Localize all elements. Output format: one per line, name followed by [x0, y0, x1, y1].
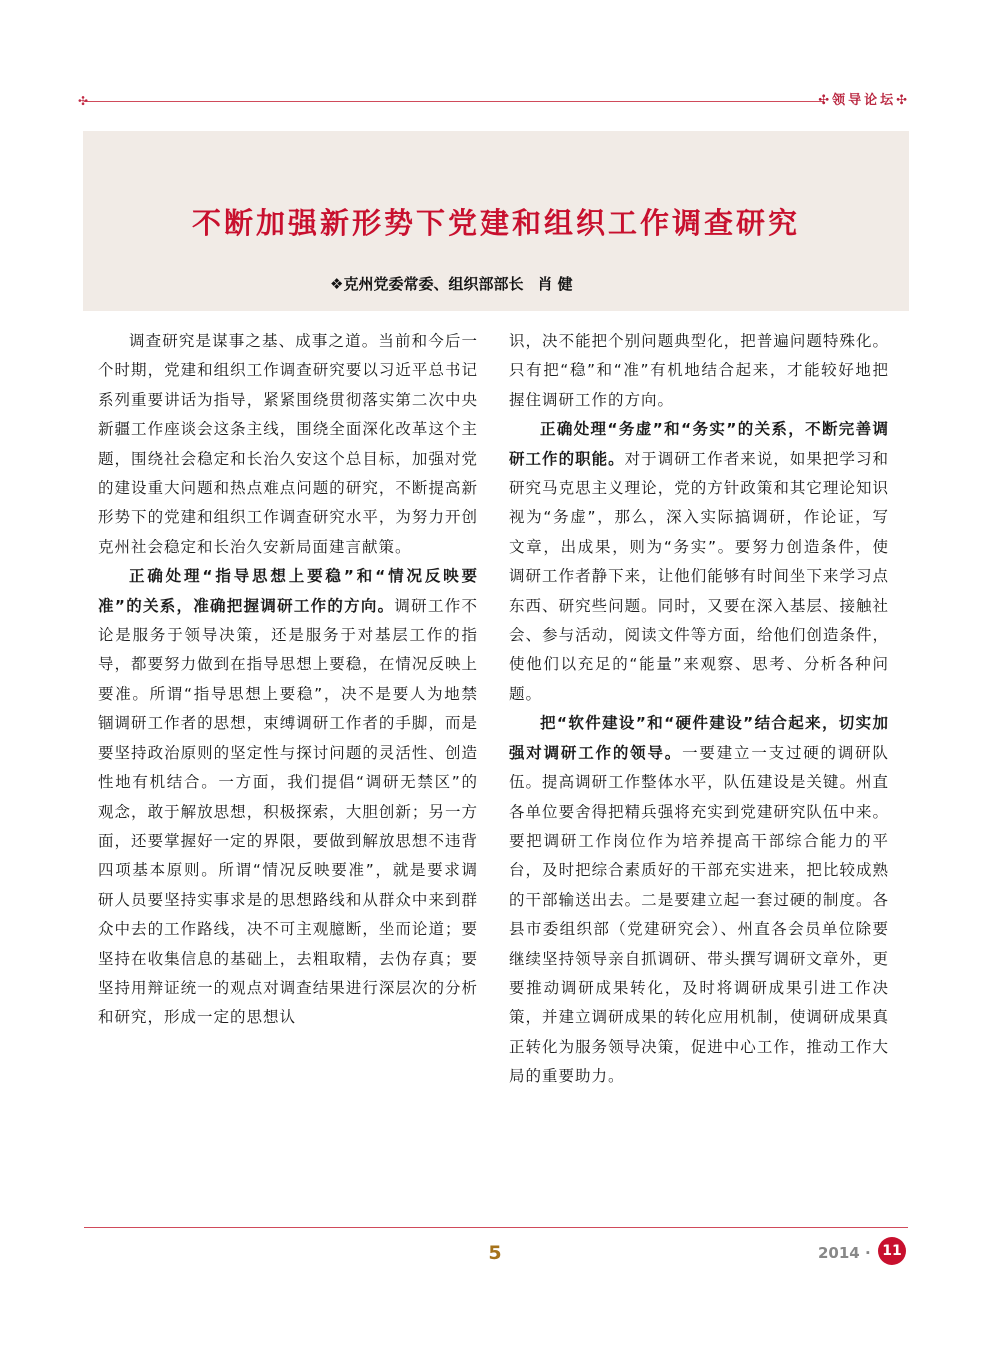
paragraph-section-2 — [509, 415, 889, 709]
section-2-body: 对于调研工作者来说，如果把学习和研究马克思主义理论，党的方针政策和其它理论知识视为“务虚”，那么，深入实际搞调研，作论证，写文章，出成果，则为“务实”。要努力创造条件，使调研工作者静下来，让他们能够有时间坐下来学习点东西、研究些问题。同时，又要在深入基层、接触社会、参与活动，阅读文件等方面，给他们创造条件，使他们以充足的“能量”来观察、思考、分析各种问题。 — [509, 449, 889, 703]
byline-author: 肖 健 — [537, 275, 573, 293]
paragraph-intro: 调查研究是谋事之基、成事之道。当前和今后一个时期，党建和组织工作调查研究要以习近平总书记系列重要讲话为指导，紧紧围绕贯彻落实第二次中央新疆工作座谈会这条主线，围绕全面深化改革这个主题，围绕社会稳定和长治久安这个总目标，加强对党的建设重大问题和热点难点问题的研究，不断提高新形势下的党建和组织工作调查研究水平，为努力开创克州社会稳定和长治久安新局面建言献策。 — [98, 332, 478, 556]
paragraph-section-1 — [98, 562, 478, 1033]
issue-number-badge: 11 — [878, 1237, 906, 1265]
bottom-rule — [84, 1227, 908, 1228]
left-column — [98, 327, 478, 1187]
paragraph-section-3 — [509, 709, 889, 1091]
cross-ornament-icon: ✣ — [78, 94, 89, 108]
section-tag: ✣领导论坛✣ — [818, 93, 910, 108]
article-title: 不断加强新形势下党建和组织工作调查研究 — [191, 206, 800, 240]
section-1-heading: 正确处理“指导思想上要稳”和“情况反映要准”的关系，准确把握调研工作的方向。 — [98, 567, 478, 615]
right-column — [509, 327, 889, 1187]
issue-year: 2014 · — [818, 1244, 871, 1262]
top-rule — [84, 101, 824, 102]
page-number: 5 — [488, 1242, 502, 1264]
section-2-heading: 正确处理“务虚”和“务实”的关系，不断完善调研工作的职能。 — [509, 420, 889, 468]
paragraph-continuation: 识，决不能把个别问题典型化，把普遍问题特殊化。只有把“稳”和“准”有机地结合起来，才能较好地把握住调研工作的方向。 — [509, 332, 889, 409]
section-3-body: 一要建立一支过硬的调研队伍。提高调研工作整体水平，队伍建设是关键。州直各单位要舍得把精兵强将充实到党建研究队伍中来。要把调研工作岗位作为培养提高干部综合能力的平台，及时把综合素质好的干部充实进来，把比较成熟的干部输送出去。二是要建立起一套过硬的制度。各县市委组织部（党建研究会）、州直各会员单位除要继续坚持领导亲自抓调研、带头撰写调研文章外，更要推动调研成果转化，及时将调研成果引进工作决策，并建立调研成果的转化应用机制，使调研成果真正转化为服务领导决策，促进中心工作，推动工作大局的重要助力。 — [509, 743, 889, 1086]
byline-affiliation: ❖克州党委常委、组织部部长 — [330, 275, 524, 293]
section-1-body: 调研工作不论是服务于领导决策，还是服务于对基层工作的指导，都要努力做到在指导思想上要稳，在情况反映上要准。所谓“指导思想上要稳”，决不是要人为地禁锢调研工作者的思想，束缚调研工作者的手脚，而是要坚持政治原则的坚定性与探讨问题的灵活性、创造性地有机结合。一方面，我们提倡“调研无禁区”的观念，敢于解放思想，积极探索，大胆创新；另一方面，还要掌握好一定的界限，要做到解放思想不违背四项基本原则。所谓“情况反映要准”，就是要求调研人员要坚持实事求是的思想路线和从群众中来到群众中去的工作路线，决不可主观臆断，坐而论道；要坚持在收集信息的基础上，去粗取精，去伪存真；要坚持用辩证统一的观点对调查结果进行深层次的分析和研究，形成一定的思想认 — [98, 596, 478, 1027]
byline — [330, 272, 750, 296]
section-3-heading: 把“软件建设”和“硬件建设”结合起来，切实加强对调研工作的领导。 — [509, 714, 889, 762]
